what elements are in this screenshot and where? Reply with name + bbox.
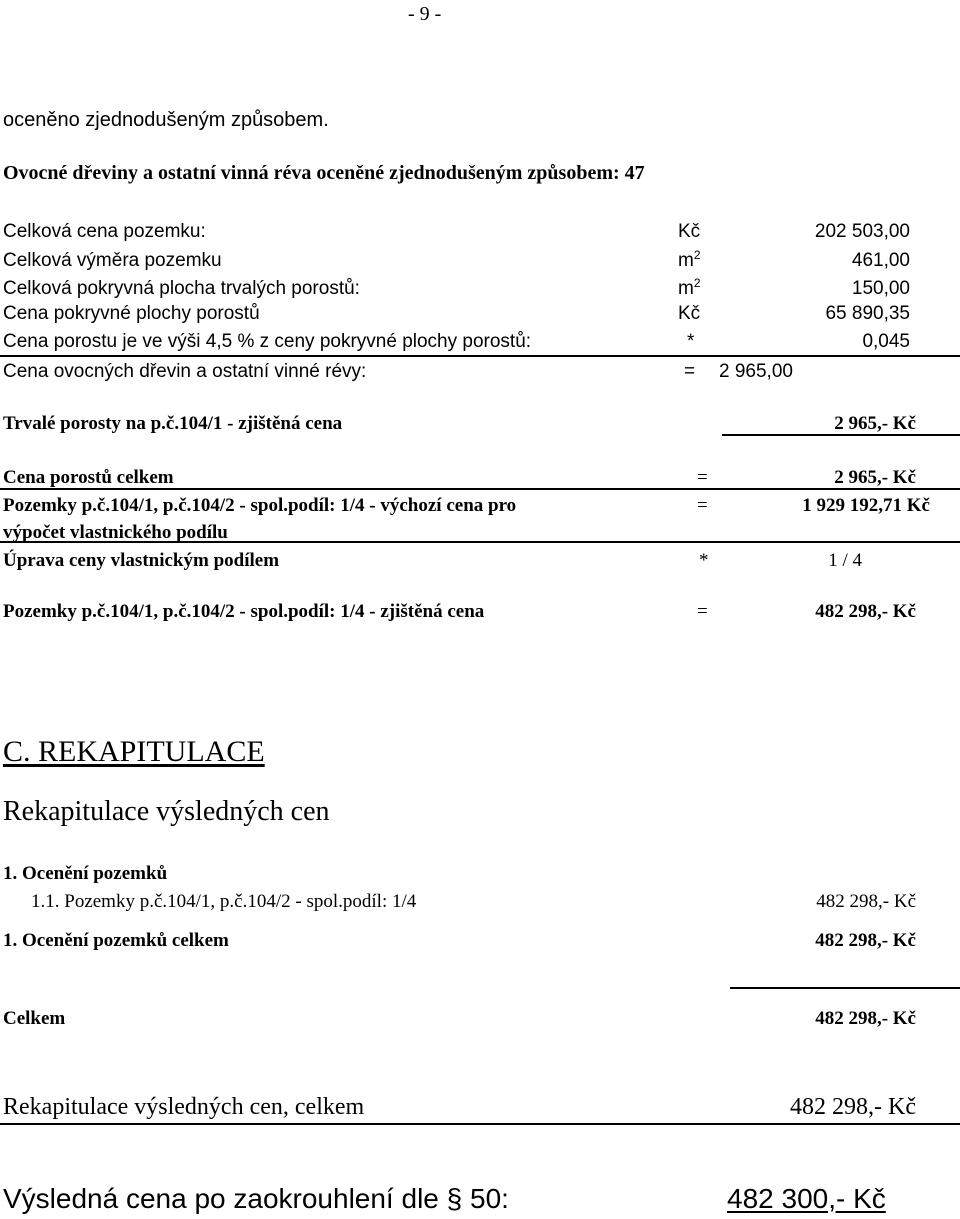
row-unit bbox=[678, 276, 701, 299]
row-value: 65 890,35 bbox=[825, 303, 910, 324]
recap-item-label: 1.1. Pozemky p.č.104/1, p.č.104/2 - spol.podíl: 1/4 bbox=[31, 891, 417, 912]
divider bbox=[722, 434, 960, 436]
land-result-label: Pozemky p.č.104/1, p.č.104/2 - spol.podíl: 1/4 - zjištěná cena bbox=[3, 601, 485, 622]
final-value: 482 300,- Kč bbox=[727, 1183, 886, 1214]
share-adjust-label: Úprava ceny vlastnickým podílem bbox=[3, 550, 280, 571]
growth-total-value: 2 965,- Kč bbox=[834, 467, 916, 488]
section-heading: C. REKAPITULACE bbox=[3, 735, 265, 768]
row-label: Celková cena pozemku: bbox=[3, 221, 206, 242]
orchard-heading: Ovocné dřeviny a ostatní vinná réva oceněné zjednodušeným způsobem: 47 bbox=[3, 162, 645, 184]
recap-group-total-label: 1. Ocenění pozemků celkem bbox=[3, 930, 229, 951]
row-label: Celková pokryvná plocha trvalých porostů: bbox=[3, 278, 360, 299]
recap-grand-value: 482 298,- Kč bbox=[790, 1094, 916, 1120]
row-unit: Kč bbox=[678, 303, 701, 324]
orchard-total-label: Cena ovocných dřevin a ostatní vinné révy: bbox=[3, 361, 367, 382]
row-label: Celková výměra pozemku bbox=[3, 250, 222, 271]
growth-total-label: Cena porostů celkem bbox=[3, 467, 174, 488]
recap-grand-label: Rekapitulace výsledných cen, celkem bbox=[3, 1094, 365, 1120]
recap-total-value: 482 298,- Kč bbox=[815, 1008, 916, 1029]
divider bbox=[0, 541, 960, 543]
final-label-text: Výsledná cena po zaokrouhlení dle bbox=[3, 1183, 439, 1214]
page-number: - 9 - bbox=[408, 3, 442, 25]
row-label: Cena porostu je ve výši 4,5 % z ceny pokryvné plochy porostů: bbox=[3, 331, 532, 352]
divider bbox=[0, 355, 960, 357]
land-base-label-line1: Pozemky p.č.104/1, p.č.104/2 - spol.podíl: 1/4 - výchozí cena pro bbox=[3, 495, 517, 516]
recap-item-value: 482 298,- Kč bbox=[816, 891, 916, 912]
land-base-op: = bbox=[697, 495, 708, 516]
permanent-growth-value: 2 965,- Kč bbox=[834, 413, 916, 434]
unit-base: m bbox=[678, 278, 694, 299]
row-value: 0,045 bbox=[862, 331, 910, 352]
unit-base: m bbox=[678, 250, 694, 271]
row-unit: Kč bbox=[678, 221, 701, 242]
land-result-op: = bbox=[697, 601, 708, 622]
row-label: Cena pokryvné plochy porostů bbox=[3, 303, 260, 324]
divider bbox=[0, 1123, 960, 1125]
share-adjust-value: 1 / 4 bbox=[828, 550, 862, 571]
divider bbox=[0, 488, 960, 490]
orchard-total-value: 2 965,00 bbox=[719, 361, 793, 382]
growth-total-op: = bbox=[697, 467, 708, 488]
share-adjust-op: * bbox=[699, 550, 709, 571]
orchard-total-op: = bbox=[684, 361, 696, 382]
row-value: 461,00 bbox=[851, 250, 910, 271]
recap-heading: Rekapitulace výsledných cen bbox=[3, 796, 330, 827]
recap-group-title: 1. Ocenění pozemků bbox=[3, 863, 168, 884]
row-unit: * bbox=[687, 331, 695, 352]
land-base-label-line2: výpočet vlastnického podílu bbox=[3, 522, 228, 543]
row-value: 150,00 bbox=[851, 278, 910, 299]
intro-line: oceněno zjednodušeným způsobem. bbox=[3, 109, 329, 131]
land-result-value: 482 298,- Kč bbox=[815, 601, 916, 622]
unit-exponent: 2 bbox=[693, 276, 701, 290]
recap-total-label: Celkem bbox=[3, 1008, 66, 1029]
divider bbox=[730, 987, 960, 989]
row-value: 202 503,00 bbox=[814, 221, 910, 242]
row-unit bbox=[678, 248, 701, 271]
final-label bbox=[3, 1185, 509, 1213]
unit-exponent: 2 bbox=[693, 248, 701, 262]
permanent-growth-label: Trvalé porosty na p.č.104/1 - zjištěná cena bbox=[3, 413, 343, 434]
section-sign-icon: § bbox=[446, 1183, 463, 1214]
final-section-number: 50: bbox=[470, 1183, 509, 1214]
recap-group-total-value: 482 298,- Kč bbox=[815, 930, 916, 951]
land-base-value: 1 929 192,71 Kč bbox=[802, 495, 930, 516]
